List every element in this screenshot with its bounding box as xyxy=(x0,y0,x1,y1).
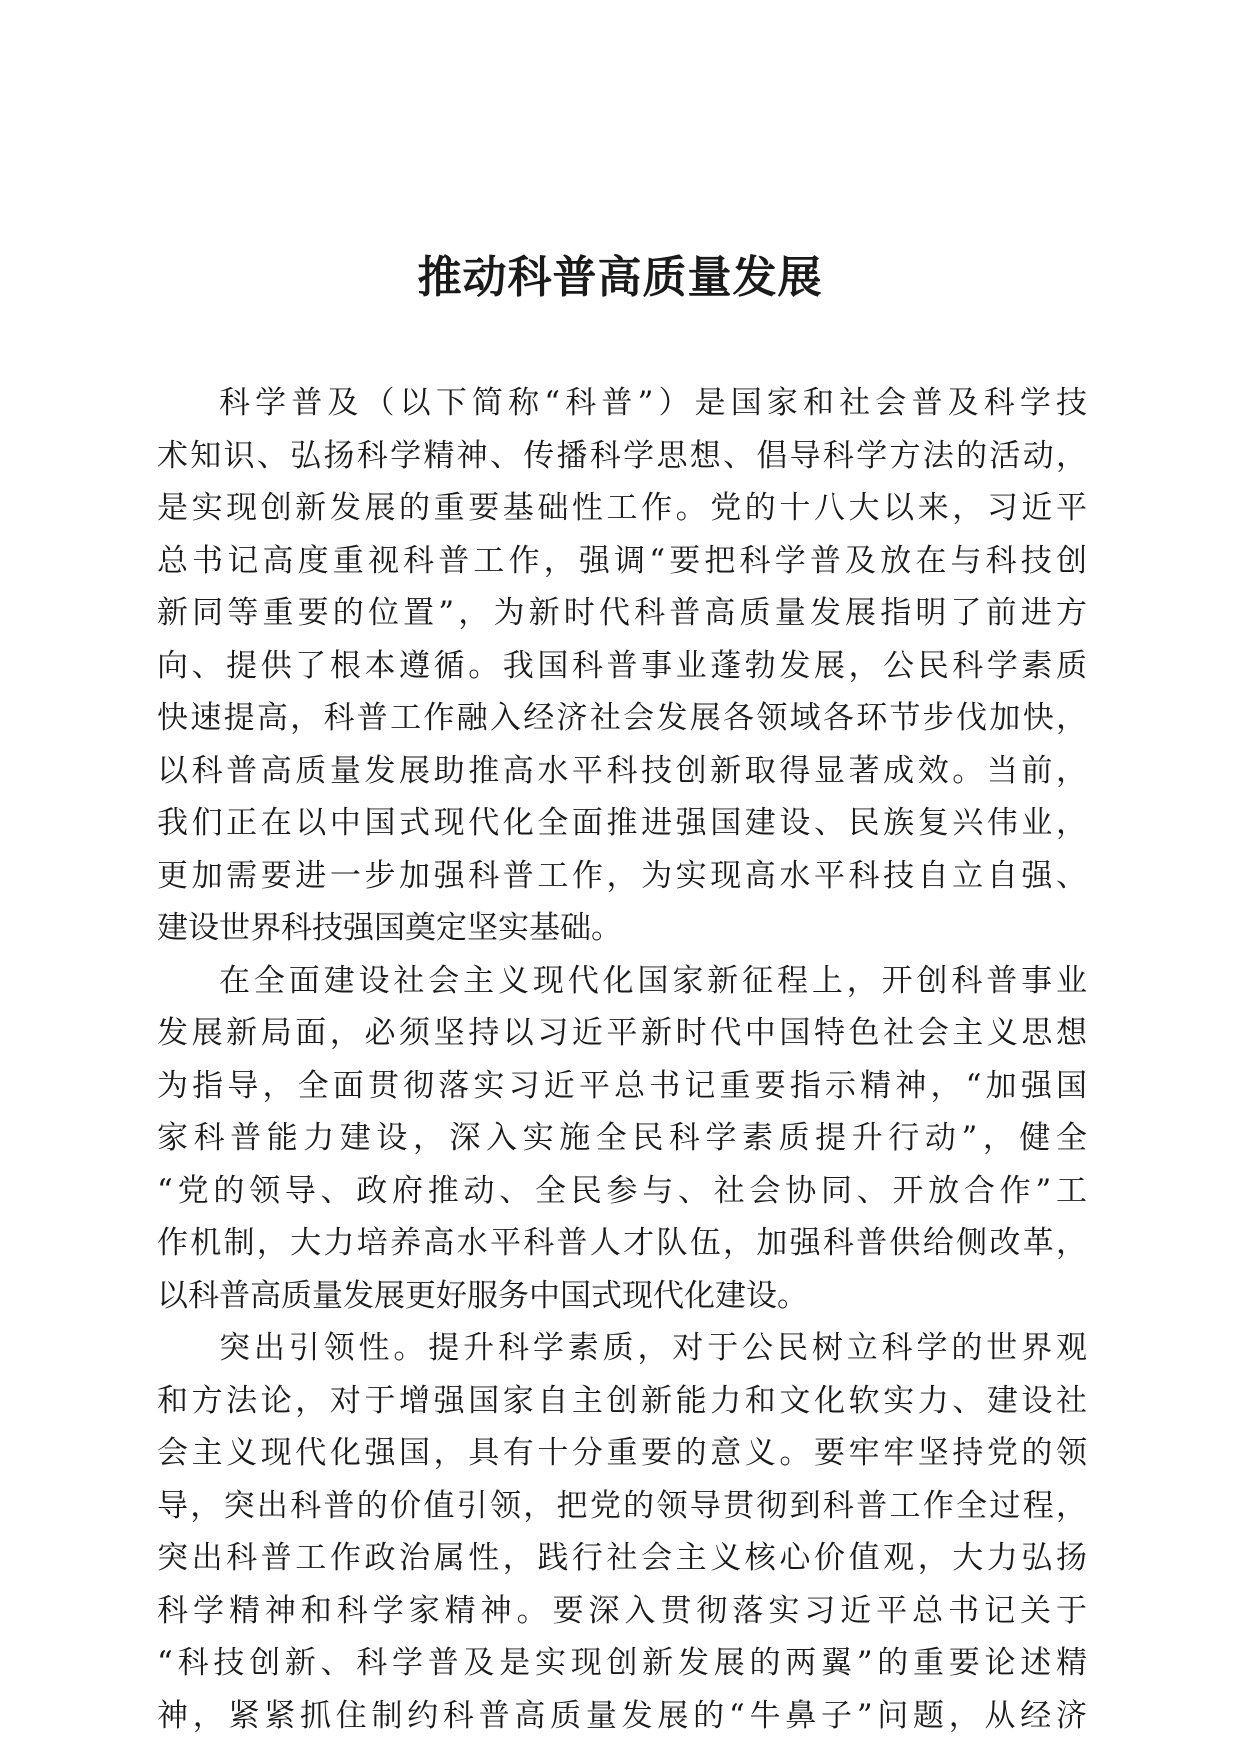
text-line: 发展新局面，必须坚持以习近平新时代中国特色社会主义思想 xyxy=(157,1015,1087,1051)
document-body xyxy=(157,377,1087,1742)
text-line: 导，突出科普的价值引领，把党的领导贯彻到科普工作全过程， xyxy=(157,1487,1087,1524)
text-line: 以科普高质量发展更好服务中国式现代化建设。 xyxy=(157,1277,808,1314)
text-line: 我们正在以中国式现代化全面推进强国建设、民族复兴伟业， xyxy=(157,805,1087,841)
text-line: 更加需要进一步加强科普工作，为实现高水平科技自立自强、 xyxy=(157,857,1087,894)
text-line: 是实现创新发展的重要基础性工作。党的十八大以来，习近平 xyxy=(157,490,1087,526)
text-line: 以科普高质量发展助推高水平科技创新取得显著成效。当前， xyxy=(157,752,1087,789)
text-line: 科学普及（以下简称“科普”）是国家和社会普及科学技 xyxy=(219,385,1087,421)
text-line: “党的领导、政府推动、全民参与、社会协同、开放合作”工 xyxy=(157,1172,1087,1209)
text-line: 突出引领性。提升科学素质，对于公民树立科学的世界观 xyxy=(219,1330,1087,1366)
text-line: 神，紧紧抓住制约科普高质量发展的“牛鼻子”问题，从经济 xyxy=(157,1697,1087,1734)
text-line: 建设世界科技强国奠定坚实基础。 xyxy=(157,910,622,946)
text-line: 和方法论，对于增强国家自主创新能力和文化软实力、建设社 xyxy=(157,1382,1087,1419)
text-line: 向、提供了根本遵循。我国科普事业蓬勃发展，公民科学素质 xyxy=(157,647,1087,684)
text-line: 科学精神和科学家精神。要深入贯彻落实习近平总书记关于 xyxy=(157,1592,1087,1629)
text-line: “科技创新、科学普及是实现创新发展的两翼”的重要论述精 xyxy=(157,1645,1087,1681)
text-line: 在全面建设社会主义现代化国家新征程上，开创科普事业 xyxy=(219,962,1087,999)
text-line: 为指导，全面贯彻落实习近平总书记重要指示精神，“加强国 xyxy=(157,1067,1087,1104)
text-line: 新同等重要的位置”，为新时代科普高质量发展指明了前进方 xyxy=(157,595,1087,631)
text-line: 作机制，大力培养高水平科普人才队伍，加强科普供给侧改革， xyxy=(157,1225,1087,1261)
text-line: 快速提高，科普工作融入经济社会发展各领域各环节步伐加快， xyxy=(157,700,1087,736)
text-line: 家科普能力建设，深入实施全民科学素质提升行动”，健全 xyxy=(157,1120,1087,1156)
text-line: 会主义现代化强国，具有十分重要的意义。要牢牢坚持党的领 xyxy=(157,1435,1087,1471)
text-line: 总书记高度重视科普工作，强调“要把科学普及放在与科技创 xyxy=(157,542,1087,579)
document-title: 推动科普高质量发展 xyxy=(417,252,823,303)
text-line: 突出科普工作政治属性，践行社会主义核心价值观，大力弘扬 xyxy=(157,1540,1087,1576)
text-line: 术知识、弘扬科学精神、传播科学思想、倡导科学方法的活动， xyxy=(157,437,1087,474)
